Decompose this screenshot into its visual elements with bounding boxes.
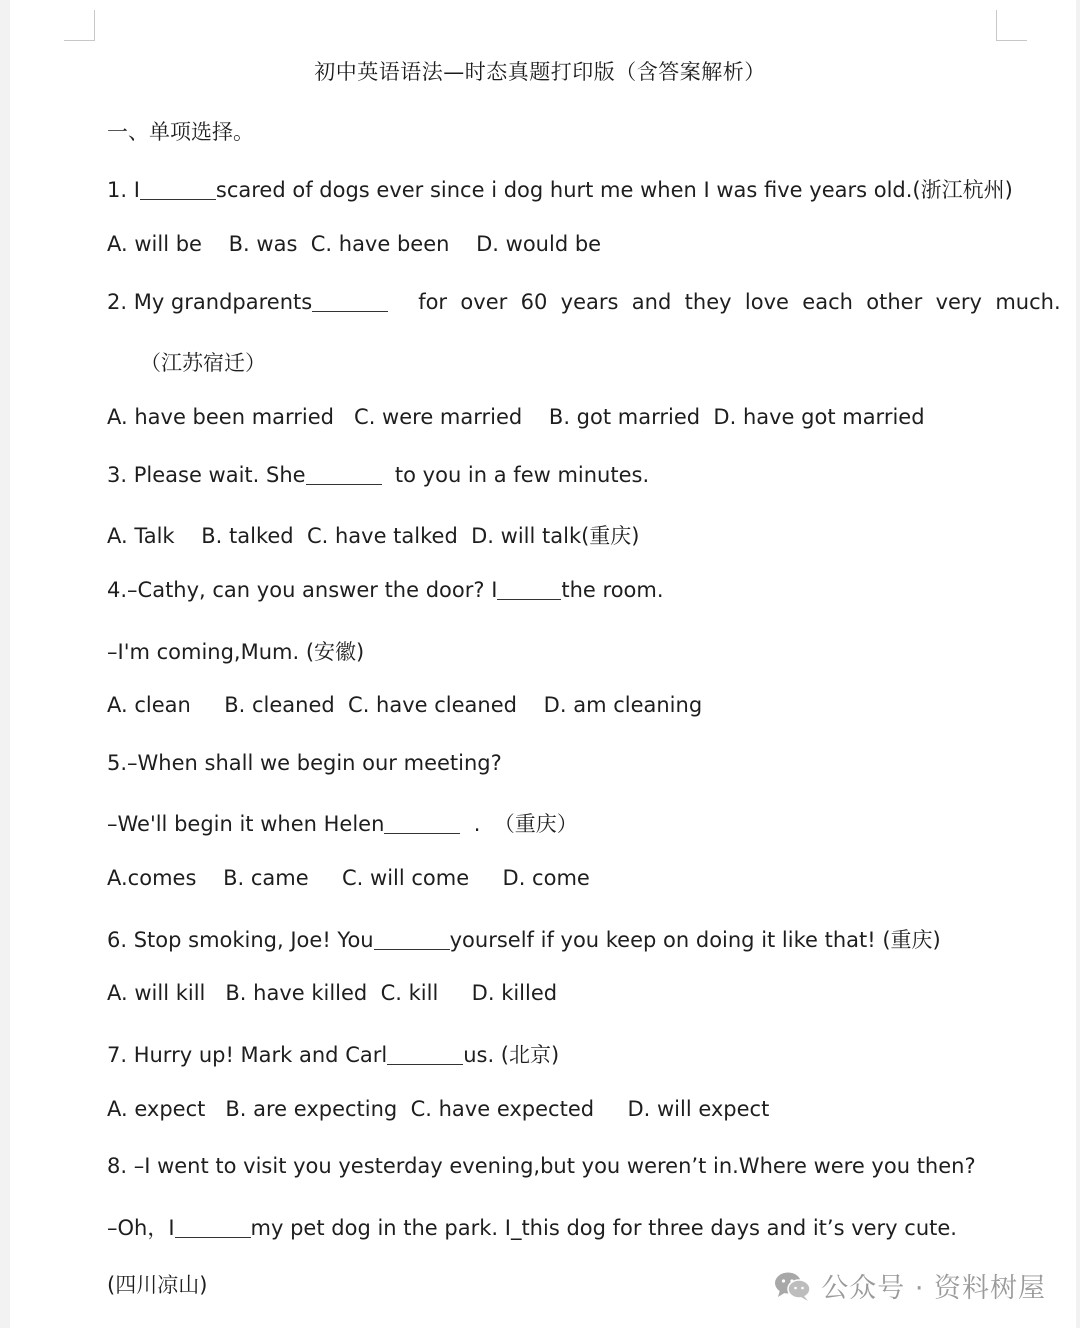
question-3: 3. Please wait. She to you in a few minutes. [107,463,650,487]
question-3-options: A. Talk B. talked C. have talked D. will talk(重庆) [107,524,640,548]
question-2-options: A. have been married C. were married B. got married D. have got married [107,405,925,429]
question-2: 2. My grandparents for over 60 years and they love each other very much. [107,290,1061,314]
answer-blank [175,1216,251,1238]
watermark-text: 公众号 · 资料树屋 [821,1273,1046,1304]
answer-blank [140,178,216,200]
question-2-source: （江苏宿迁） [140,351,266,375]
crop-mark-top-right [996,10,1027,41]
question-4-reply: –I'm coming,Mum. (安徽) [107,640,365,664]
answer-blank [384,812,460,834]
question-8: 8. –I went to visit you yesterday evening,but you weren’t in.Where were you then? [107,1154,976,1178]
answer-blank [374,928,450,950]
question-6: 6. Stop smoking, Joe! You yourself if you keep on doing it like that! (重庆) [107,928,941,952]
question-5-reply: –We'll begin it when Helen . （重庆） [107,812,578,836]
question-6-options: A. will kill B. have killed C. kill D. killed [107,981,558,1005]
question-8-source: (四川凉山) [107,1273,208,1297]
answer-blank [312,290,388,312]
document-title: 初中英语语法—时态真题打印版（含答案解析） [314,60,766,84]
answer-blank [497,578,561,600]
question-4: 4.–Cathy, can you answer the door? I the room. [107,578,664,602]
wechat-icon [773,1270,813,1302]
question-7-options: A. expect B. are expecting C. have expected D. will expect [107,1097,770,1121]
question-1-options: A. will be B. was C. have been D. would be [107,232,602,256]
section-heading: 一、单项选择。 [107,120,254,144]
answer-blank [387,1043,463,1065]
question-1: 1. I scared of dogs ever since i dog hurt me when I was five years old.(浙江杭州) [107,178,1013,202]
watermark [773,1266,1046,1305]
question-5-options: A.comes B. came C. will come D. come [107,866,590,890]
crop-mark-top-left [64,10,95,41]
question-5: 5.–When shall we begin our meeting? [107,751,502,775]
question-4-options: A. clean B. cleaned C. have cleaned D. am cleaning [107,693,703,717]
answer-blank [306,463,382,485]
question-8-reply: –Oh，I my pet dog in the park. I_this dog for three days and it’s very cute. [107,1216,957,1240]
question-7: 7. Hurry up! Mark and Carl us. (北京) [107,1043,560,1067]
